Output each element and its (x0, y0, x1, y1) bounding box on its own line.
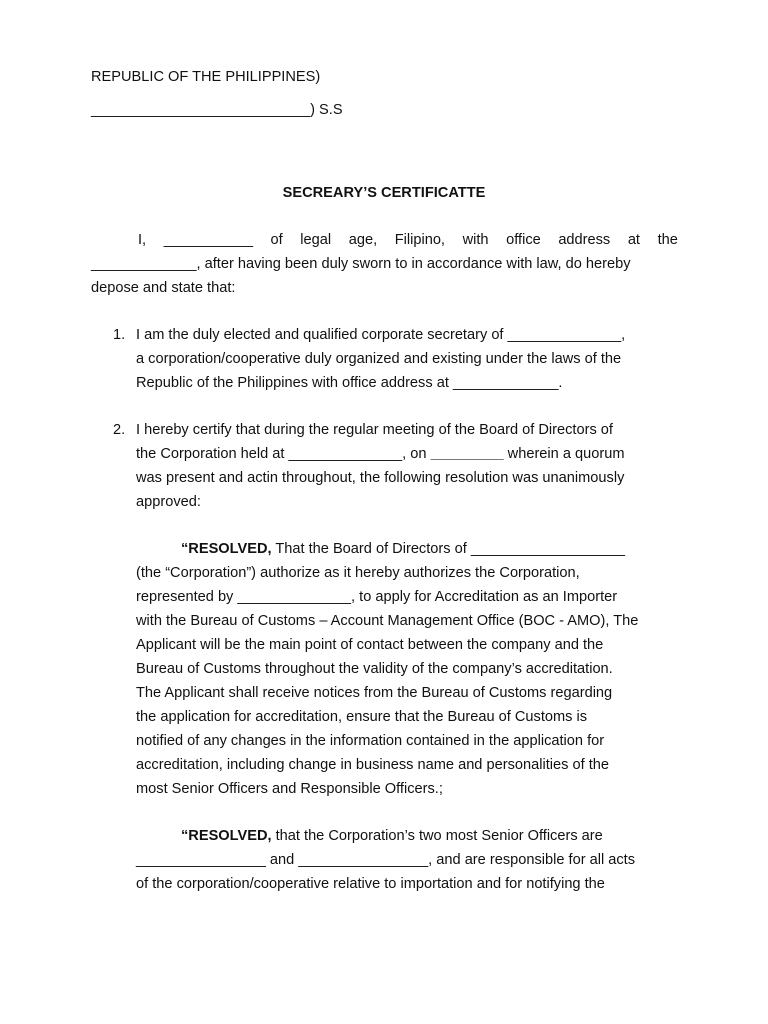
meeting-date-blank: _________ (430, 446, 504, 462)
item-2-line-2-end: wherein a quorum (503, 446, 625, 462)
intro-word: Filipino, (394, 232, 445, 248)
resolution-1-line-1-rest: That the Board of Directors of ___________________ (271, 541, 626, 557)
resolution-1-line-9: notified of any changes in the information contained in the application for (136, 733, 605, 749)
intro-word: ___________ (163, 232, 253, 248)
item-2-line-3: was present and actin throughout, the following resolution was unanimously (136, 470, 625, 486)
resolution-1-line-3: represented by ______________, to apply for Accreditation as an Importer (136, 589, 618, 605)
resolution-1-line-8: the application for accreditation, ensure that the Bureau of Customs is (136, 709, 588, 725)
document-title: SECREARY’S CERTIFICATTE (282, 185, 486, 201)
intro-word: legal (300, 232, 332, 248)
resolution-2-line-2: ________________ and ________________, and are responsible for all acts (136, 852, 636, 868)
resolution-1-line-6: Bureau of Customs throughout the validity of the company’s accreditation. (136, 661, 613, 677)
resolution-1-line-5: Applicant will be the main point of contact between the company and the (136, 637, 604, 653)
item-2-line-4: approved: (136, 494, 201, 510)
intro-word: with (462, 232, 489, 248)
item-1-line-3: Republic of the Philippines with office address at _____________. (136, 375, 563, 391)
resolution-1-line-7: The Applicant shall receive notices from the Bureau of Customs regarding (136, 685, 613, 701)
resolution-1-line-11: most Senior Officers and Responsible Officers.; (136, 781, 443, 797)
item-1-line-1: I am the duly elected and qualified corporate secretary of ______________, (136, 327, 626, 343)
intro-word: of (270, 232, 283, 248)
intro-word: the (657, 232, 678, 248)
resolution-1-line-10: accreditation, including change in business name and personalities of the (136, 757, 609, 773)
resolution-1-line-1 (181, 537, 625, 561)
resolution-2-line-1 (181, 824, 603, 848)
item-2-number: 2. (113, 422, 126, 438)
intro-word: age, (348, 232, 378, 248)
resolution-2-line-1-rest: that the Corporation’s two most Senior Officers are (271, 828, 603, 844)
resolution-2-line-3: of the corporation/cooperative relative to importation and for notifying the (136, 876, 605, 892)
resolved-keyword: “RESOLVED, (181, 541, 272, 557)
resolved-keyword: “RESOLVED, (181, 828, 272, 844)
intro-word: at (627, 232, 640, 248)
item-1-line-2: a corporation/cooperative duly organized and existing under the laws of the (136, 351, 622, 367)
intro-line-1 (138, 228, 678, 252)
intro-line-2: _____________, after having been duly sworn to in accordance with law, do hereby (91, 256, 631, 272)
intro-line-3: depose and state that: (91, 280, 236, 296)
resolution-1-line-2: (the “Corporation”) authorize as it hereby authorizes the Corporation, (136, 565, 580, 581)
intro-word: address (558, 232, 611, 248)
item-1-number: 1. (113, 327, 126, 343)
republic-header: REPUBLIC OF THE PHILIPPINES) (91, 69, 321, 85)
ss-line: ___________________________) S.S (91, 102, 343, 118)
intro-word: I, (138, 232, 147, 248)
item-2-line-2 (136, 442, 625, 466)
resolution-1-line-4: with the Bureau of Customs – Account Management Office (BOC - AMO), The (136, 613, 639, 629)
item-2-line-2-start: the Corporation held at ______________, on (136, 446, 431, 462)
intro-word: office (506, 232, 541, 248)
item-2-line-1: I hereby certify that during the regular meeting of the Board of Directors of (136, 422, 613, 438)
